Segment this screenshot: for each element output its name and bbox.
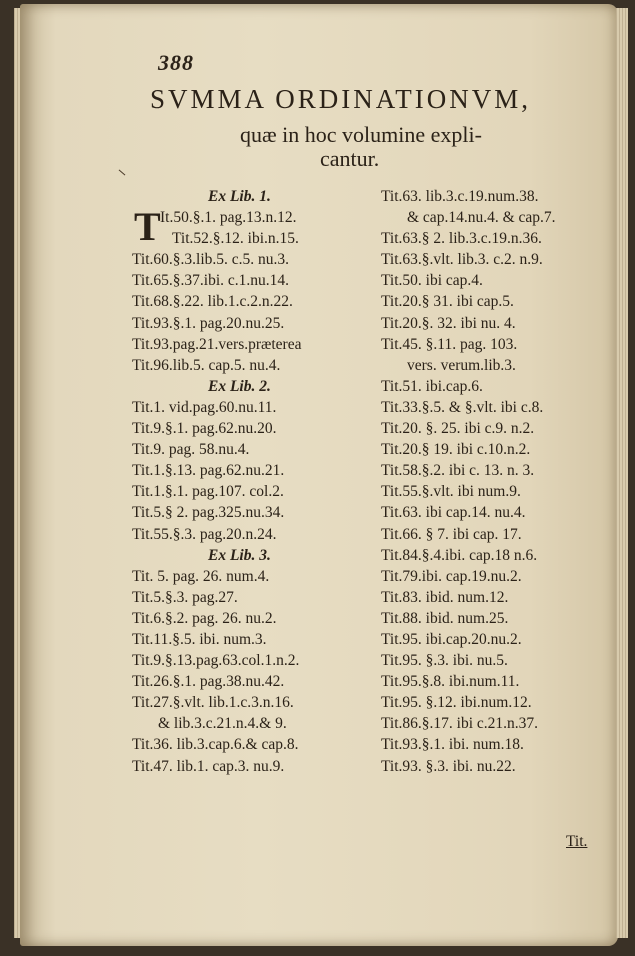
index-entry: Tit.6.§.2. pag. 26. nu.2. [132, 609, 277, 627]
index-entry: Tit.93.§.1. pag.20.nu.25. [132, 314, 285, 332]
page-edge-right [616, 8, 628, 938]
index-entry: Tit.33.§.5. & §.vlt. ibi c.8. [381, 398, 544, 416]
index-entry-continued: vers. verum.lib.3. [407, 356, 516, 374]
catchword: Tit. [566, 833, 588, 850]
index-entry: Tit.95.§.8. ibi.num.11. [381, 673, 520, 691]
index-entry: Tit.47. lib.1. cap.3. nu.9. [132, 757, 285, 775]
index-entry: Tit.20. §. 25. ibi c.9. n.2. [381, 420, 535, 438]
subtitle-line-2: cantur. [320, 146, 380, 171]
index-entry: Tit.93.pag.21.vers.præterea [132, 335, 302, 353]
index-entry: Tit.20.§. 32. ibi nu. 4. [381, 314, 516, 332]
index-entry: Tit. 5. pag. 26. num.4. [132, 567, 270, 585]
section-heading: Ex Lib. 1. [208, 188, 271, 205]
index-entry: Tit.88. ibid. num.25. [381, 609, 509, 627]
index-entry: Tit.79.ibi. cap.19.nu.2. [381, 567, 522, 585]
index-column-left [132, 186, 372, 777]
index-entry: Tit.9.§.1. pag.62.nu.20. [132, 420, 277, 438]
index-entry: Tit.63.§.vlt. lib.3. c.2. n.9. [381, 251, 543, 269]
index-entry: Tit.50. ibi cap.4. [381, 272, 483, 290]
index-entry: Tit.65.§.37.ibi. c.1.nu.14. [132, 272, 290, 290]
index-entry: Tit.20.§ 31. ibi cap.5. [381, 293, 514, 311]
index-entry: Tit.93.§.1. ibi. num.18. [381, 736, 524, 754]
index-entry: Tit.36. lib.3.cap.6.& cap.8. [132, 736, 299, 754]
index-entry: Tit.45. §.11. pag. 103. [381, 335, 518, 353]
index-entry: Tit.9.§.13.pag.63.col.1.n.2. [132, 652, 300, 670]
index-entry: Tit.84.§.4.ibi. cap.18 n.6. [381, 546, 538, 564]
drop-cap-initial: T [134, 204, 161, 250]
index-entry: Tit.96.lib.5. cap.5. nu.4. [132, 356, 281, 374]
index-entry: Tit.68.§.22. lib.1.c.2.n.22. [132, 293, 293, 311]
index-entry: Tit.9. pag. 58.nu.4. [132, 441, 250, 459]
index-entry: Tit.1. vid.pag.60.nu.11. [132, 398, 277, 416]
page-number: 388 [158, 50, 194, 75]
page-title: SVMMA ORDINATIONVM, [150, 84, 532, 114]
index-entry-text: It.50.§.1. pag.13.n.12. [160, 209, 297, 227]
index-entry: Tit.1.§.1. pag.107. col.2. [132, 483, 284, 501]
index-entry: Tit.55.§.vlt. ibi num.9. [381, 483, 521, 501]
index-entry: Tit.58.§.2. ibi c. 13. n. 3. [381, 462, 535, 480]
subtitle-line-1: quæ in hoc volumine expli- [240, 122, 482, 147]
section-heading: Ex Lib. 3. [208, 546, 271, 564]
index-entry: Tit.66. § 7. ibi cap. 17. [381, 525, 522, 543]
index-entry: Tit.63.§ 2. lib.3.c.19.n.36. [381, 230, 542, 248]
index-entry: Tit.11.§.5. ibi. num.3. [132, 630, 267, 648]
index-entry: Tit.5.§.3. pag.27. [132, 588, 238, 606]
index-column-right [381, 186, 609, 777]
index-entry-continued: & lib.3.c.21.n.4.& 9. [158, 715, 287, 733]
index-entry: Tit.51. ibi.cap.6. [381, 377, 483, 395]
index-entry: Tit.27.§.vlt. lib.1.c.3.n.16. [132, 694, 294, 712]
index-entry: Tit.52.§.12. ibi.n.15. [172, 230, 299, 248]
section-heading: Ex Lib. 2. [208, 377, 271, 395]
index-entry: Tit.60.§.3.lib.5. c.5. nu.3. [132, 251, 290, 269]
index-entry: Tit.63. lib.3.c.19.num.38. [381, 188, 539, 205]
index-entry: Tit.55.§.3. pag.20.n.24. [132, 525, 277, 543]
index-entry: Tit.93. §.3. ibi. nu.22. [381, 757, 516, 775]
index-entry-continued: & cap.14.nu.4. & cap.7. [407, 209, 556, 227]
index-entry: Tit.86.§.17. ibi c.21.n.37. [381, 715, 539, 733]
index-entry: Tit.1.§.13. pag.62.nu.21. [132, 462, 285, 480]
index-entry: Tit.20.§ 19. ibi c.10.n.2. [381, 441, 531, 459]
index-entry: Tit.5.§ 2. pag.325.nu.34. [132, 504, 285, 522]
index-entry: Tit.63. ibi cap.14. nu.4. [381, 504, 526, 522]
index-entry: Tit.95. §.12. ibi.num.12. [381, 694, 532, 712]
index-entry: Tit.83. ibid. num.12. [381, 588, 509, 606]
index-entry: Tit.95. §.3. ibi. nu.5. [381, 652, 508, 670]
index-entry: Tit.95. ibi.cap.20.nu.2. [381, 630, 522, 648]
index-entry: Tit.26.§.1. pag.38.nu.42. [132, 673, 285, 691]
